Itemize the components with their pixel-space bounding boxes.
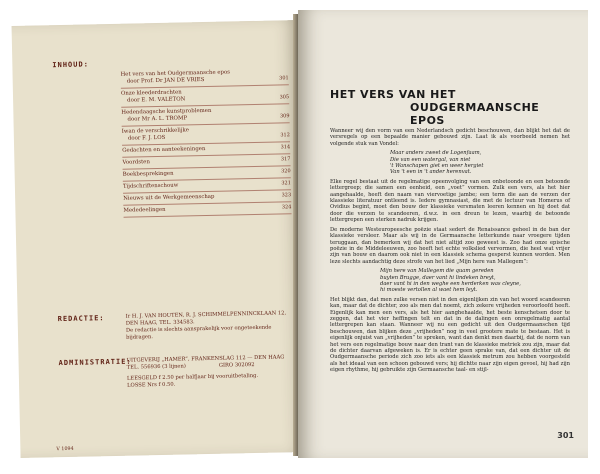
toc-author: door F. J. LOS — [127, 134, 166, 142]
paragraph: Het blijkt dan, dat men zulke versen niet in den eigenlijken zin van het woord scandeeren kan, maar dat de dichter, zoo als men dat noemt, zich zekere vrijheden veroorloofd heeft. Eigenlijk kan men een vers, als het hier aanghehaalde, het beste kenschetsen door te zeggen, dat het vier heffingen telt en dat in de dalingen een onregelmatig aantal lettergrepen kan staan. Wanneer wij nu een gedicht uit den Oudgermaanschen tijd beschouwen, dan blijken deze „vrijheden” nog in veel grootere mate te bestaan. Het is eigenlijk onjuist van „vrijheden” te spreken, want dan denkt men daarbij, dat de norm van het vers een regelmatige bouw naar den trant van de klassieke metriek zou zijn, maar dat de dichter daarvan afgeweken is. Er is echter geen sprake van, dat een dichter uit de Oudgermaansche periode zich zoo iets als een klassiek metrum zou hebben voorgesteld als het ideaal van een schoon gebouwd vers; hij dichtte naar zijn eigen gevoel, hij had zijn eigen rhythme, hij gebruikte zijn Germaansche taal- en stijl- — [330, 296, 570, 374]
verse-line: daer vant hi in den weghe een herderken was cleyne, — [380, 280, 521, 287]
paragraph: De moderne Westeuropeesche poëzie staat sedert de Renaissance geheel in de ban der klassieke versleer. Maar als wij in de Germaansche letterkunde naar vroegere tijden teruggaan, dan bemerken wij dat het niet altijd zoo geweest is. Zoo had onze epische poëzie in de Middeleeuwen, zoo heeft het echte volkslied vervormen, die heel wat vrijer zijn van bouw en daarom ook niet in een klassiek schema gesperst kunnen worden. Men leze slechts aandachtig deze strofe van het lied „Mijn here van Mallegem”: — [330, 226, 570, 265]
administratie-info — [127, 354, 298, 390]
verse-line: 't Wanschapen giet en weer hergiet — [390, 163, 484, 170]
toc-entry — [123, 202, 291, 218]
catalog-code: V 1094 — [56, 446, 74, 453]
redactie-line: bijdragen. — [126, 334, 154, 341]
table-of-contents — [120, 66, 291, 217]
verse-block — [380, 268, 570, 294]
toc-author: door Mr A. L. TROMP — [127, 115, 188, 123]
verse-line: Mijn here van Mallegem die quam gereden — [380, 268, 494, 275]
toc-title: Hedendaagsche kunstproblemen — [121, 107, 212, 116]
toc-title: Onze kleederdrachten — [120, 89, 182, 97]
article-body — [330, 128, 570, 377]
toc-author: door E. M. VALETON — [127, 96, 186, 104]
administratie-label: ADMINISTRATIE: — [58, 357, 132, 368]
title-line-2: OUDGERMAANSCHE EPOS — [410, 101, 540, 127]
toc-page-number: 312 — [280, 132, 290, 139]
redactie-line: De redactie is slechts aansprakelijk voor ongeteekende — [125, 324, 272, 334]
toc-page-number: 305 — [279, 94, 290, 101]
paragraph: Elke regel bestaat uit de regelmatige opeenvolging van een onbetoonde en een betoonde lettergreep; die samen een eenheid, een „voet” vormen. Zulk een vers, als het hier aangehaalde, heeft den naam van viervoetige jambe; een term die aan de verzen der klassieke literatuur ontleend is. Iedere gymnasiast, die met de lectuur van Homerus of Ovidius begint, moet den bouw der klassieke versmaten leeren kennen en hij doet dat door die verzen te scandeeren, d.w.z. in een dreun te lezen, waarbij de betoonde lettergrepen een sterken nadruk krijgen. — [330, 178, 570, 224]
administratie-line: LEESGELD f 2.50 per halfjaar bij vooruitbetaling. — [126, 372, 259, 382]
paragraph: Wanneer wij den vorm van een Nederlandsch gedicht beschouwen, dan blijkt het dat de versregels op een bepaalde manier gebouwd zijn. Laat ik als voorbeeld nemen het volgende stuk van Vondel: — [330, 128, 570, 147]
toc-title: Boekbesprekingen — [122, 170, 174, 178]
verse-block — [390, 150, 570, 176]
booklet — [10, 6, 594, 468]
toc-title: Iwan de verschrikkelijke — [121, 127, 189, 135]
toc-page-number: 317 — [280, 156, 291, 163]
toc-page-number: 324 — [281, 204, 292, 211]
administratie-line: TEL. 556936 (3 lijnen) GIRO 302092 — [126, 362, 255, 371]
administratie-line: LOSSE Nrs f 0.50. — [127, 381, 176, 389]
toc-title: Voordsten — [122, 159, 150, 166]
redactie-label: REDACTIE: — [57, 314, 105, 324]
redactie-line: Ir H. J. VAN HOUTEN, R. J. SCHIMMELPENNINCKLAAN 12, — [125, 310, 287, 320]
toc-page-number: 309 — [279, 113, 290, 120]
toc-title: Nieuws uit de Werkgemeenschap — [123, 193, 215, 202]
toc-title: Gedachten en aanteekeningen — [122, 146, 206, 154]
toc-title: Tijdschriftenschouw — [122, 182, 179, 190]
toc-page-number: 323 — [281, 192, 292, 199]
toc-page-number: 301 — [279, 75, 289, 82]
verse-line: Van 't een in 't ander herenvat. — [390, 169, 472, 176]
redactie-line: DEN HAAG, TEL. 334583. — [125, 319, 195, 327]
toc-author: door Prof. Dr JAN DE VRIES — [126, 77, 205, 85]
toc-label: INHOUD: — [52, 60, 89, 70]
toc-page-number: 321 — [281, 180, 291, 187]
toc-page-number: 314 — [280, 144, 291, 151]
page-number: 301 — [557, 431, 574, 440]
verse-line: Maar anders zweet de Logenfaam, — [390, 150, 482, 157]
toc-title: Mededeelingen — [123, 206, 166, 214]
article-title — [330, 88, 570, 127]
left-page — [12, 20, 307, 458]
verse-line: buyten Brugge, daer vant hi lindeken breyt, — [380, 274, 496, 281]
redactie-info — [126, 310, 297, 342]
title-line-1: HET VERS VAN HET — [330, 88, 456, 101]
verse-line: Die van een watergal, van niet — [390, 156, 471, 163]
toc-page-number: 320 — [281, 168, 291, 175]
verse-line: hi moeste vertollen al waet hem leyt. — [380, 287, 478, 294]
right-page — [298, 10, 588, 458]
toc-title: Het vers van het Oudgermaansche epos — [120, 69, 231, 78]
administratie-line: UITGEVERIJ „HAMER”, FRANKENSLAG 112 — DEN HAAG — [126, 354, 285, 364]
